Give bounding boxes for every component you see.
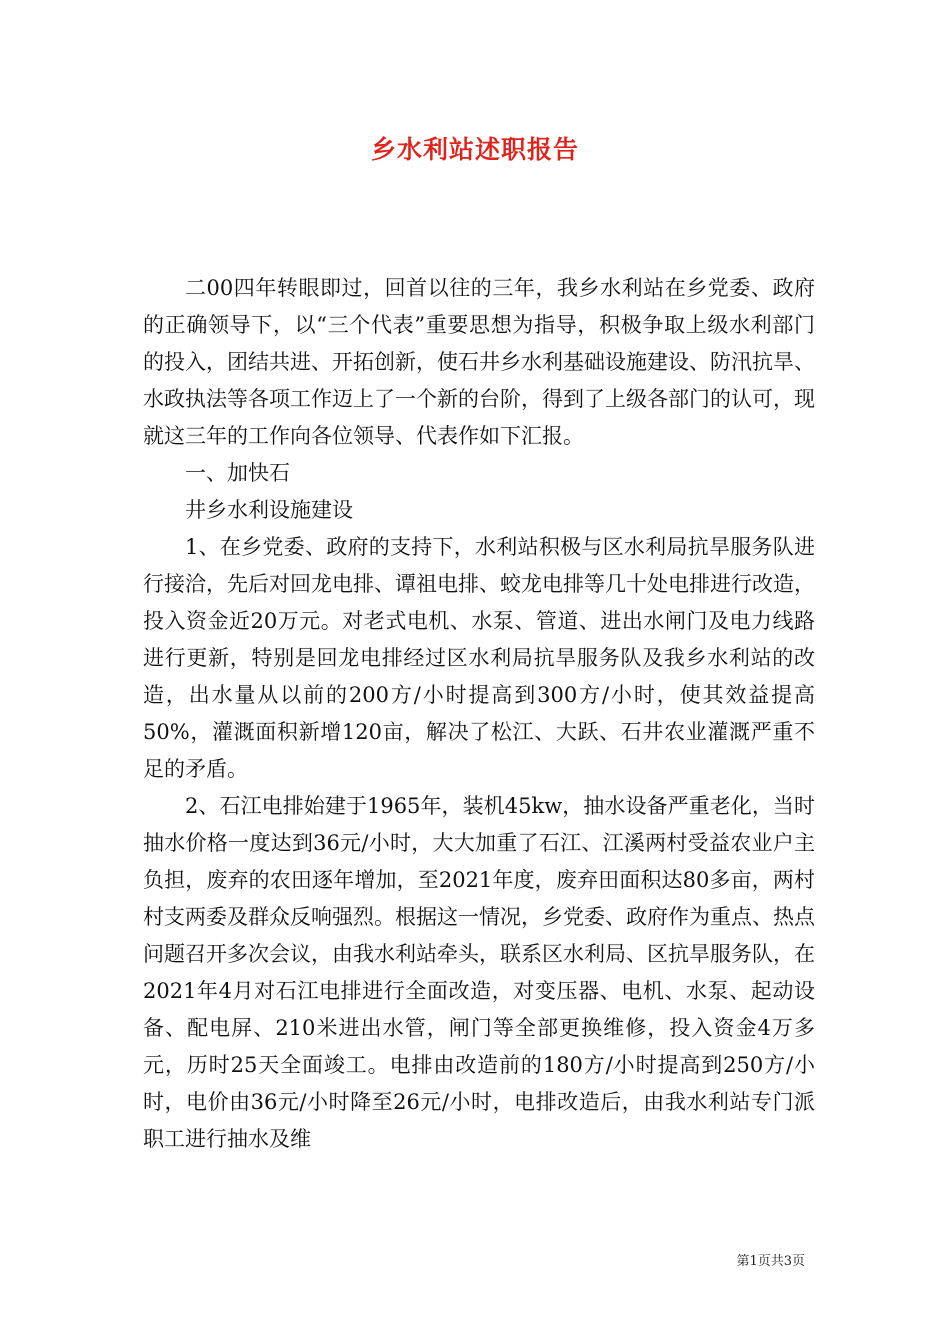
paragraph-item-1: 1、在乡党委、政府的支持下，水利站积极与区水利局抗旱服务队进行接洽，先后对回龙电排、谭祖电排、蛟龙电排等几十处电排进行改造，投入资金近20万元。对老式电机、水泵、管道、进出水闸门及电力线路进行更新，特别是回龙电排经过区水利局抗旱服务队及我乡水利站的改造，出水量从以前的200方/小时提高到300方/小时，使其效益提高50%，灌溉面积新增120亩，解决了松江、大跃、石井农业灌溉严重不足的矛盾。 <box>143 535 815 781</box>
paragraph-intro: 二00四年转眼即过，回首以往的三年，我乡水利站在乡党委、政府的正确领导下，以“三个代表”重要思想为指导，积极争取上级水利部门的投入，团结共进、开拓创新，使石井乡水利基础设施建设、防汛抗旱、水政执法等各项工作迈上了一个新的台阶，得到了上级各部门的认可，现就这三年的工作向各位领导、代表作如下汇报。 <box>143 276 815 448</box>
section-heading-part2: 井乡水利设施建设 <box>185 498 353 522</box>
document-title: 乡水利站述职报告 <box>370 135 579 164</box>
document-body <box>143 270 815 1158</box>
paragraph-item-2: 2、石江电排始建于1965年，装机45kw，抽水设备严重老化，当时抽水价格一度达到36元/小时，大大加重了石江、江溪两村受益农业户主负担，废弃的农田逐年增加，至2021年度，废弃田面积达80多亩，两村村支两委及群众反响强烈。根据这一情况，乡党委、政府作为重点、热点问题召开多次会议，由我水利站牵头，联系区水利局、区抗旱服务队，在2021年4月对石江电排进行全面改造，对变压器、电机、水泵、起动设备、配电屏、210米进出水管，闸门等全部更换维修，投入资金4万多元，历时25天全面竣工。电排由改造前的180方/小时提高到250方/小时，电价由36元/小时降至26元/小时，电排改造后，由我水利站专门派职工进行抽水及维 <box>143 794 815 1151</box>
section-heading-part1: 一、加快石 <box>185 461 290 485</box>
page-number <box>736 1250 805 1269</box>
page-number-label: 第1页共3页 <box>736 1254 805 1269</box>
